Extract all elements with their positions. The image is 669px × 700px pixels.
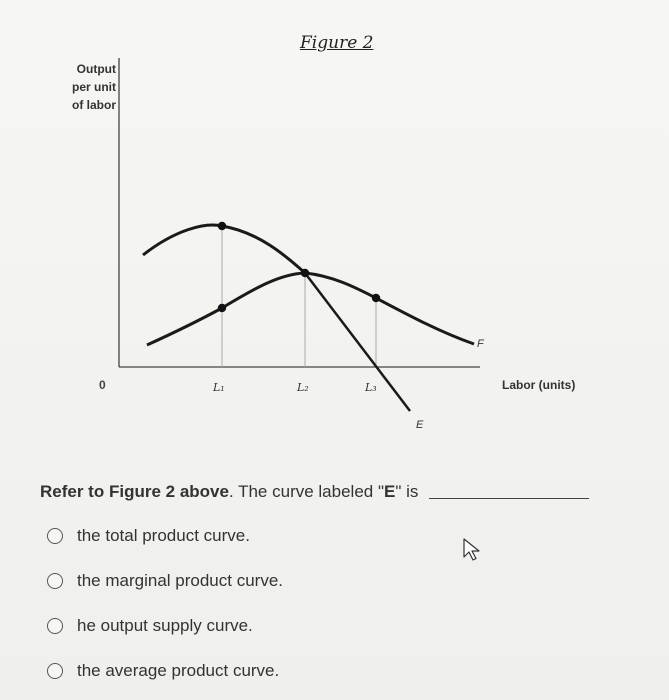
figure-title: Figure 2: [300, 33, 374, 53]
question-body: . The curve labeled ": [228, 482, 384, 501]
tick-l3: L₃: [365, 381, 377, 394]
radio-button[interactable]: [47, 663, 63, 679]
origin-label: 0: [99, 378, 106, 392]
point-l2-intersection: [301, 269, 309, 277]
tick-l2: L₂: [297, 381, 309, 394]
option-label: the total product curve.: [77, 526, 250, 545]
curve-label-f: F: [477, 338, 484, 350]
y-axis-label-line-3: of labor: [72, 98, 116, 112]
option-label: he output supply curve.: [77, 616, 253, 635]
question-figure-ref: Figure 2 above: [108, 482, 229, 501]
option-label: the marginal product curve.: [77, 571, 283, 590]
question-suffix: " is: [395, 482, 419, 501]
mouse-pointer-icon: [462, 537, 482, 563]
tick-l1: L₁: [213, 381, 225, 394]
point-l1-upper: [218, 222, 226, 230]
curve-upper: [143, 225, 305, 273]
curve-f: [147, 273, 474, 345]
radio-button[interactable]: [47, 618, 63, 634]
radio-button[interactable]: [47, 528, 63, 544]
x-axis-label: Labor (units): [502, 378, 576, 392]
point-l1-lower: [218, 304, 226, 312]
question-prefix: Refer to: [40, 482, 105, 501]
option-output-supply[interactable]: [47, 616, 253, 636]
option-average-product[interactable]: [47, 661, 279, 681]
question-text: [40, 482, 589, 502]
answer-blank: [429, 498, 589, 499]
option-marginal-product[interactable]: [47, 571, 283, 591]
radio-button[interactable]: [47, 573, 63, 589]
curve-e: [305, 273, 410, 411]
y-axis-label-line-1: Output: [76, 62, 116, 76]
curve-label-e: E: [416, 419, 424, 431]
point-l3: [372, 294, 380, 302]
option-label: the average product curve.: [77, 661, 280, 680]
y-axis-label-line-2: per unit: [72, 80, 116, 94]
option-total-product[interactable]: [47, 526, 250, 546]
question-curve-label: E: [384, 482, 396, 501]
